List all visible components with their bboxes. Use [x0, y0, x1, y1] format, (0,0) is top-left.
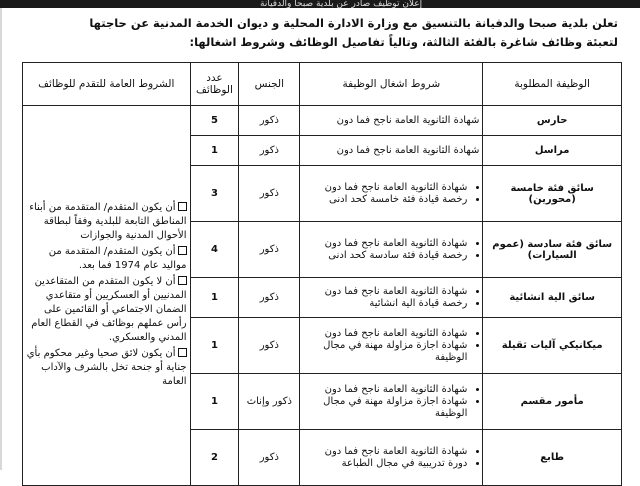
header-conditions: شروط اشغال الوظيفة	[300, 63, 483, 106]
job-count: 2	[190, 430, 239, 486]
header-strip-text: إعلان توظيف صادر عن بلدية صبحا والدفيانة	[260, 0, 423, 9]
condition-item: • شهادة الثانوية العامة ناجح فما دون	[303, 182, 467, 194]
header-gender: الجنس	[239, 63, 300, 106]
job-gender: ذكور وإناث	[239, 374, 300, 430]
condition-item: • رخصة قيادة الية انشائية	[303, 298, 467, 310]
job-gender: ذكور	[239, 166, 300, 222]
condition-item: • شهادة اجازة مزاولة مهنة في مجال الوظيفة	[303, 396, 467, 420]
job-title: مأمور مقسم	[483, 374, 622, 430]
job-title: مراسل	[483, 136, 622, 166]
job-title: ميكانيكي آليات ثقيلة	[483, 318, 622, 374]
job-count: 3	[190, 166, 239, 222]
header-count: عدد الوظائف	[190, 63, 239, 106]
job-title: سائق الية انشائية	[483, 278, 622, 318]
header-job-title: الوظيفة المطلوبة	[483, 63, 622, 106]
job-gender: ذكور	[239, 106, 300, 136]
condition-item: • شهادة الثانوية العامة ناجح فما دون	[303, 446, 467, 458]
condition-item: • شهادة الثانوية العامة ناجح فما دون	[303, 238, 467, 250]
general-condition-item: أن يكون لائق صحيا وغير محكوم بأي جناية أو جنحة تخل بالشرف والآداب العامة	[26, 347, 187, 387]
condition-item: • شهادة الثانوية العامة ناجح فما دون	[303, 384, 467, 396]
job-gender: ذكور	[239, 318, 300, 374]
checkbox-icon	[178, 246, 187, 255]
condition-item: شهادة الثانوية العامة ناجح فما دون	[336, 114, 480, 126]
condition-item: • شهادة الثانوية العامة ناجح فما دون	[303, 328, 467, 340]
job-conditions	[300, 106, 483, 136]
jobs-table	[22, 62, 622, 486]
job-title: حارس	[483, 106, 622, 136]
job-count: 1	[190, 374, 239, 430]
job-count: 1	[190, 136, 239, 166]
job-conditions	[300, 222, 483, 278]
job-count: 1	[190, 318, 239, 374]
job-gender: ذكور	[239, 136, 300, 166]
condition-item: • شهادة الثانوية العامة ناجح فما دون	[303, 286, 467, 298]
job-count: 4	[190, 222, 239, 278]
condition-item: شهادة الثانوية العامة ناجح فما دون	[336, 144, 480, 156]
job-gender: ذكور	[239, 222, 300, 278]
job-count: 1	[190, 278, 239, 318]
header-general-conditions: الشروط العامة للتقدم للوظائف	[23, 63, 191, 106]
condition-item: • رخصة قيادة فئة خامسة كحد ادنى	[303, 194, 467, 206]
header-strip	[0, 0, 640, 8]
intro-line-1: تعلن بلدية صبحا والدفيانة بالتنسيق مع وزارة الادارة المحلية و ديوان الخدمة المدنية عن حاجتها	[89, 16, 618, 30]
condition-item: • شهادة اجازة مزاولة مهنة في مجال الوظيفة	[303, 340, 467, 364]
condition-item: • دورة تدريبية في مجال الطباعة	[303, 458, 467, 470]
job-conditions	[300, 318, 483, 374]
job-title: سائق فئة سادسة (عموم السيارات)	[483, 222, 622, 278]
intro-paragraph	[18, 14, 618, 52]
general-condition-item: أن يكون المتقدم/ المتقدمة من مواليد عام 1974 فما بعد.	[48, 245, 187, 271]
job-title: سائق فئة خامسة (محورين)	[483, 166, 622, 222]
table-header-row	[23, 63, 622, 106]
table-row	[23, 106, 622, 136]
checkbox-icon	[178, 202, 187, 211]
general-conditions	[23, 106, 191, 486]
general-condition-item: أن لا يكون المتقدم من المتقاعدين المدنيين أو العسكريين أو متقاعدي الضمان الاجتماعي أو القائمين على رأس عملهم بوظائف في القطاع العام المدني والعسكري.	[31, 275, 187, 343]
job-conditions	[300, 278, 483, 318]
job-title: طابع	[483, 430, 622, 486]
job-count: 5	[190, 106, 239, 136]
scan-edge	[0, 0, 2, 470]
checkbox-icon	[178, 348, 187, 357]
job-gender: ذكور	[239, 430, 300, 486]
checkbox-icon	[178, 276, 187, 285]
job-conditions	[300, 374, 483, 430]
job-conditions	[300, 136, 483, 166]
general-condition-item: أن يكون المتقدم/ المتقدمة من أبناء المناطق التابعة للبلدية وفقاً لبطاقة الأحوال المدنية والجوازات	[29, 201, 187, 241]
condition-item: • رخصة قيادة فئة سادسة كحد ادنى	[303, 250, 467, 262]
job-gender: ذكور	[239, 278, 300, 318]
job-conditions	[300, 166, 483, 222]
intro-line-2: لتعبئة وظائف شاغرة بالفئة الثالثة، وتالياً تفاصيل الوظائف وشروط اشغالها:	[189, 35, 618, 49]
job-conditions	[300, 430, 483, 486]
